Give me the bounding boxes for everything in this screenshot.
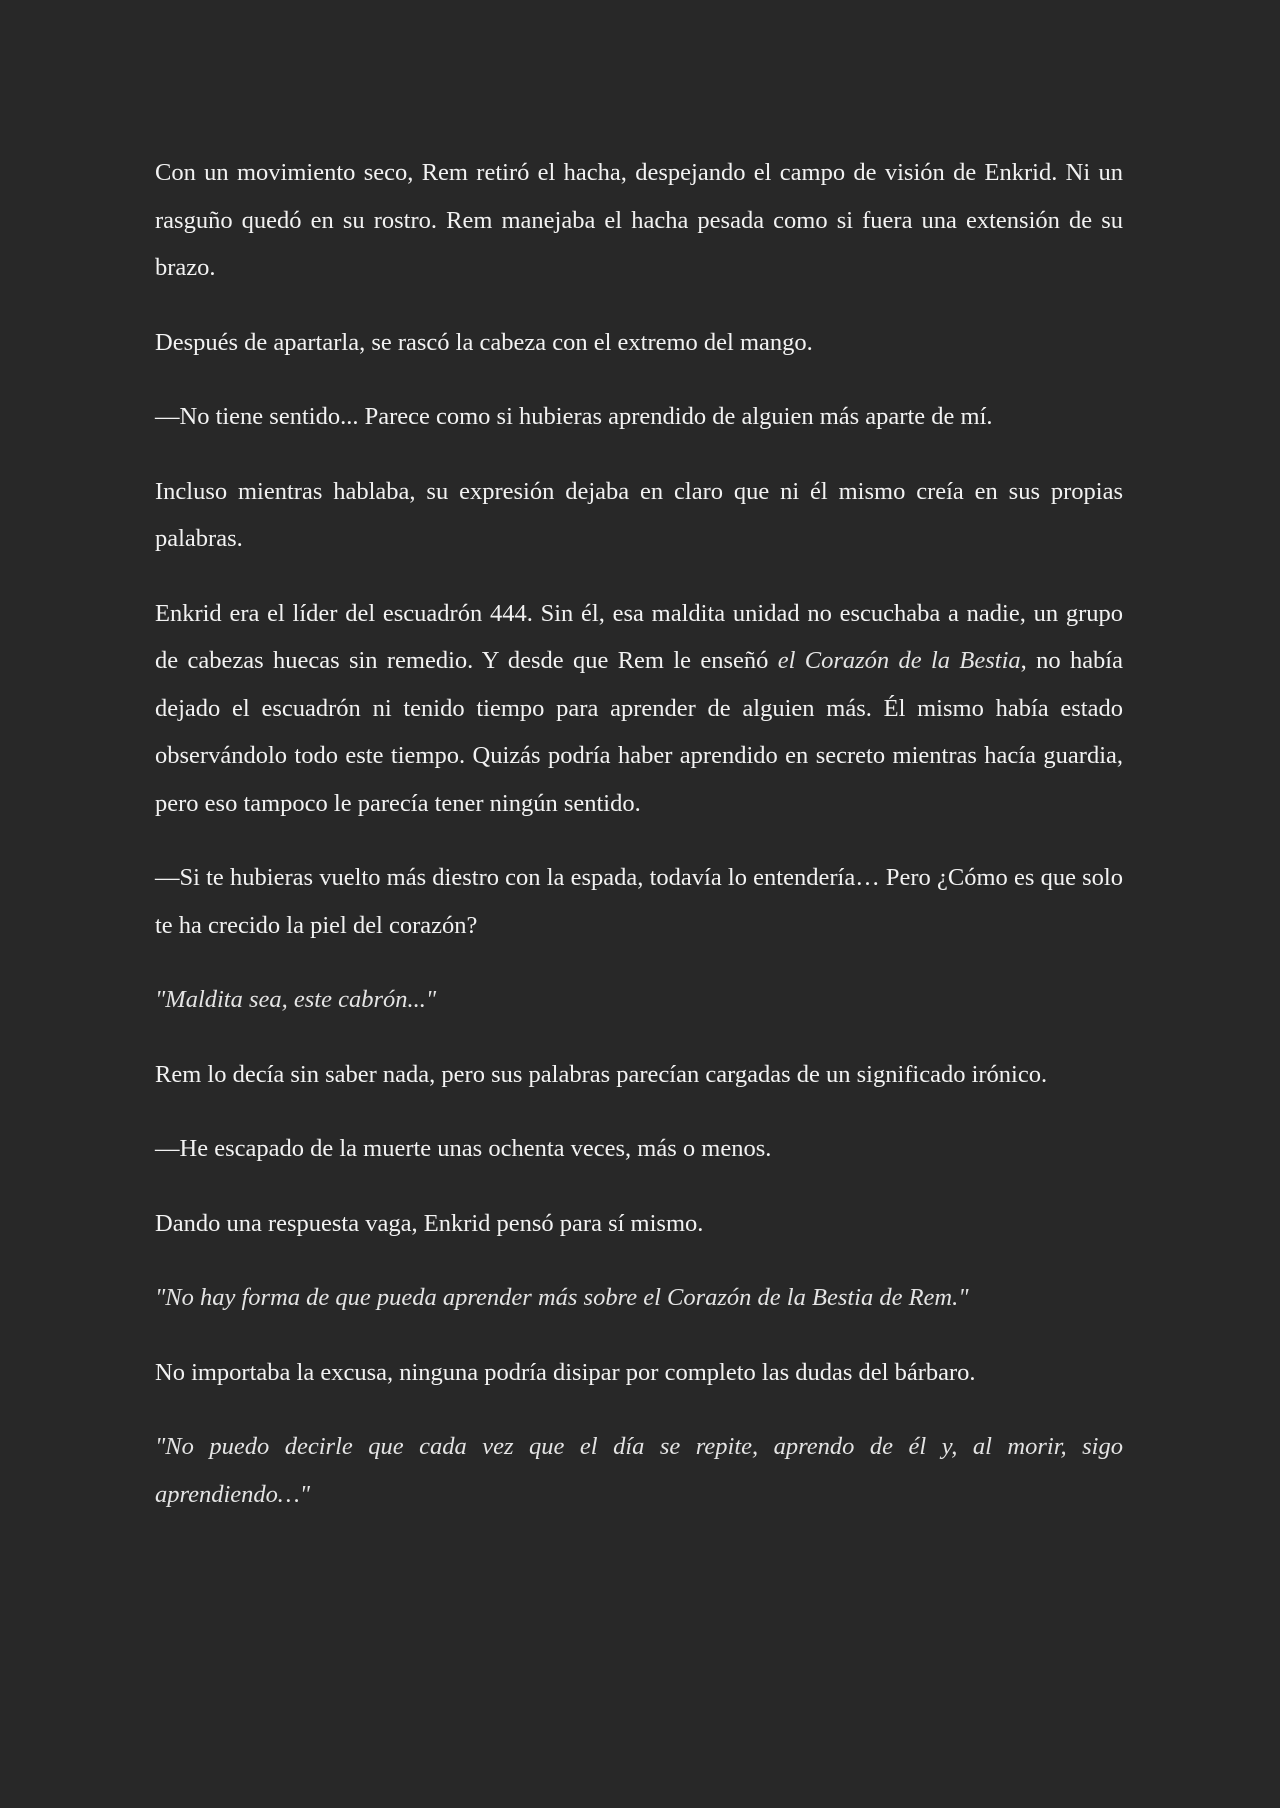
thought-paragraph: "No hay forma de que pueda aprender más sobre el Corazón de la Bestia de Rem." bbox=[155, 1284, 969, 1311]
text-segment: Enkrid era el líder del escuadrón 444. Sin él, esa maldita unidad no escuchaba a nadie, un grupo de cabezas huecas sin remedio. Y desde que Rem le enseñó bbox=[155, 599, 1123, 674]
document-page bbox=[155, 149, 1123, 1545]
paragraph: No importaba la excusa, ninguna podría disipar por completo las dudas del bárbaro. bbox=[155, 1358, 976, 1386]
dialogue-paragraph: —No tiene sentido... Parece como si hubieras aprendido de alguien más aparte de mí. bbox=[155, 403, 993, 430]
paragraph: Con un movimiento seco, Rem retiró el hacha, despejando el campo de visión de Enkrid. Ni un rasguño quedó en su rostro. Rem manejaba el hacha pesada como si fuera una extensión de su brazo. bbox=[155, 159, 1123, 281]
paragraph: Después de apartarla, se rascó la cabeza con el extremo del mango. bbox=[155, 328, 813, 356]
thought-paragraph: "No puedo decirle que cada vez que el día se repite, aprendo de él y, al morir, sigo aprendiendo…" bbox=[155, 1433, 1123, 1508]
dialogue-paragraph: —He escapado de la muerte unas ochenta veces, más o menos. bbox=[155, 1135, 772, 1162]
paragraph bbox=[155, 590, 1123, 828]
paragraph: Incluso mientras hablaba, su expresión dejaba en claro que ni él mismo creía en sus propias palabras. bbox=[155, 477, 1123, 552]
paragraph: Dando una respuesta vaga, Enkrid pensó para sí mismo. bbox=[155, 1209, 704, 1237]
thought-paragraph: "Maldita sea, este cabrón..." bbox=[155, 986, 437, 1013]
text-segment: , no había dejado el escuadrón ni tenido tiempo para aprender de alguien más. Él mismo había estado observándolo todo este tiempo. Quizás podría haber aprendido en secreto mientras hacía guardia, pero eso tampoco le parecía tener ningún sentido. bbox=[155, 647, 1123, 817]
dialogue-paragraph: —Si te hubieras vuelto más diestro con la espada, todavía lo entendería… Pero ¿Cómo es que solo te ha crecido la piel del corazón? bbox=[155, 864, 1123, 939]
italic-term: el Corazón de la Bestia bbox=[777, 647, 1021, 674]
paragraph: Rem lo decía sin saber nada, pero sus palabras parecían cargadas de un significado irónico. bbox=[155, 1060, 1048, 1088]
